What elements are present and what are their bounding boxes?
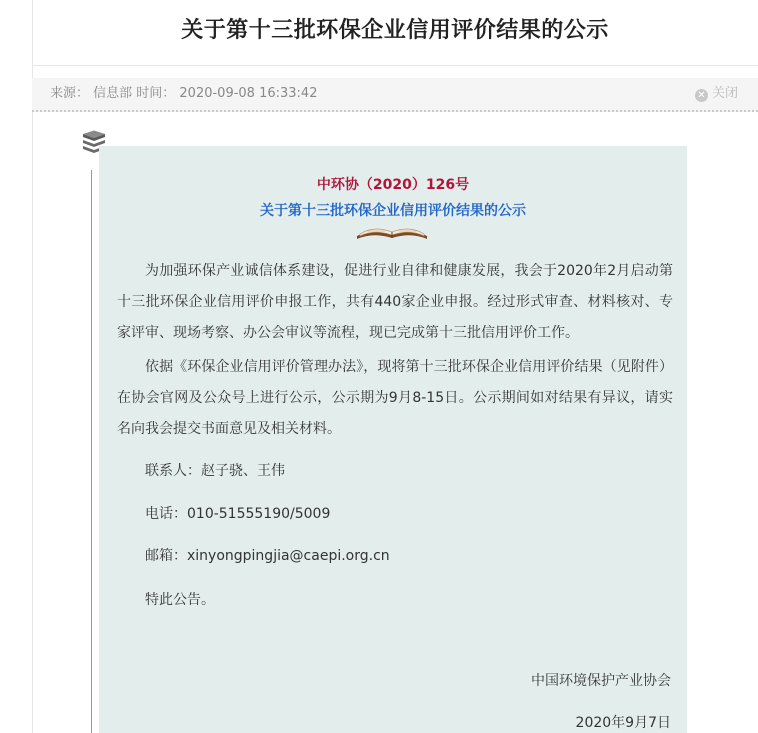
close-button[interactable] — [695, 78, 738, 110]
document-title: 关于第十三批环保企业信用评价结果的公示 — [260, 203, 526, 219]
article-title: 关于第十三批环保企业信用评价结果的公示 — [181, 18, 609, 43]
left-divider — [91, 170, 92, 733]
contact-email: 邮箱：xinyongpingjia@caepi.org.cn — [145, 548, 390, 564]
article-header — [32, 0, 758, 66]
contact-phone: 电话：010-51555190/5009 — [145, 506, 331, 522]
article-meta: 来源： 信息部 时间： 2020-09-08 16:33:42 — [50, 86, 318, 101]
article-meta-bar — [32, 78, 758, 112]
body-paragraph: 依据《环保企业信用评价管理办法》，现将第十三批环保企业信用评价结果（见附件）在协会官网及公众号上进行公示，公示期为9月8-15日。公示期间如对结果有异议，请实名向我会提交书面意见及相关材料。 — [117, 359, 673, 437]
closing-remark: 特此公告。 — [145, 592, 215, 608]
document-number: 中环协（2020）126号 — [316, 177, 470, 193]
issue-date: 2020年9月7日 — [575, 715, 671, 731]
close-label: 关闭 — [711, 86, 738, 101]
issuing-organization: 中国环境保护产业协会 — [531, 673, 671, 689]
notice-panel — [99, 146, 687, 733]
contact-person: 联系人：赵子骁、王伟 — [145, 463, 285, 479]
open-book-icon — [355, 222, 429, 240]
body-paragraph: 为加强环保产业诚信体系建设，促进行业自律和健康发展，我会于2020年2月启动第十三批环保企业信用评价申报工作，共有440家企业申报。经过形式审查、材料核对、专家评审、现场考察、办公会审议等流程，现已完成第十三批信用评价工作。 — [117, 263, 673, 341]
close-icon[interactable]: ✕ — [695, 89, 708, 102]
